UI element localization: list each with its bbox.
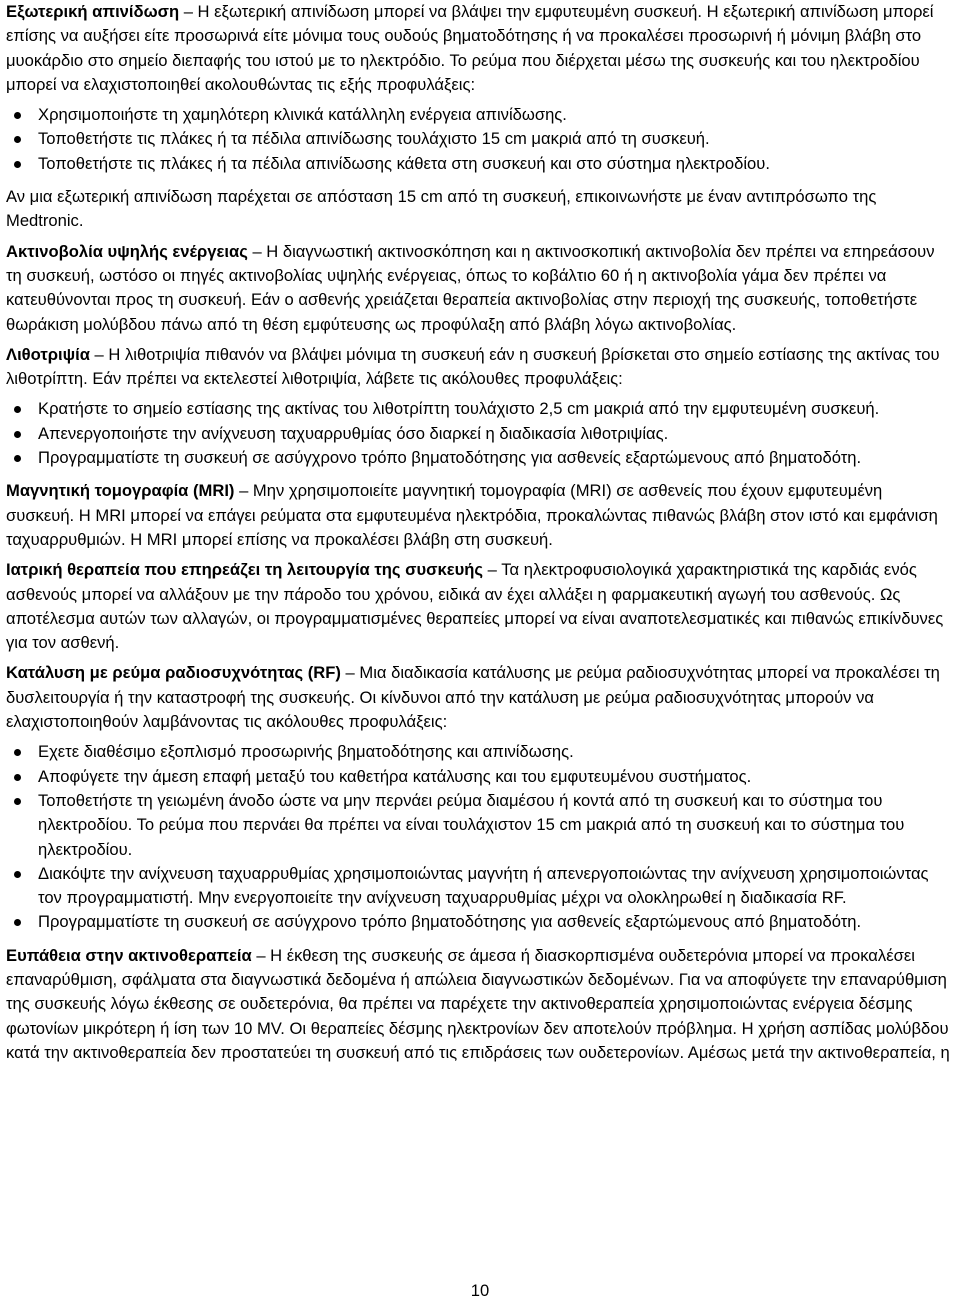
rf-ablation-heading: Κατάλυση με ρεύμα ραδιοσυχνότητας (RF) (6, 663, 341, 683)
list-item: Διακόψτε την ανίχνευση ταχυαρρυθμίας χρησιμοποιώντας μαγνήτη ή απενεργοποιώντας την ανίχνευση χρησιμοποιώντας τον προγραμματιστή. Μην ενεργοποιείτε την ανίχνευση ταχυαρρυθμίας μέχρι να ολοκληρωθεί η διαδικασία RF. (6, 862, 952, 911)
lithotripsy-paragraph (6, 343, 952, 392)
lithotripsy-text: – Η λιθοτριψία πιθανόν να βλάψει μόνιμα τη συσκευή εάν η συσκευή βρίσκεται στο σημείο εστίασης της ακτίνας του λιθοτρίπτη. Εάν πρέπει να εκτελεστεί λιθοτριψία, λάβετε τις ακόλουθες προφυλάξεις: (6, 344, 940, 389)
lithotripsy-list (6, 397, 952, 470)
list-item: Τοποθετήστε τις πλάκες ή τα πέδιλα απινίδωσης κάθετα στη συσκευή και στο σύστημα ηλεκτροδίου. (6, 152, 952, 176)
list-item: Προγραμματίστε τη συσκευή σε ασύγχρονο τρόπο βηματοδότησης για ασθενείς εξαρτώμενους από βηματοδότη. (6, 446, 952, 470)
mri-text: – Μην χρησιμοποιείτε μαγνητική τομογραφία (MRI) σε ασθενείς που έχουν εμφυτευμένη συσκευή. Η MRI μπορεί να επάγει ρεύματα στα εμφυτευμένα ηλεκτρόδια, προκαλώντας πιθανώς βλάβη στον ιστό και εμφάνιση ταχυαρρυθμιών. Η MRI μπορεί επίσης να προκαλέσει βλάβη στη συσκευή. (6, 481, 938, 549)
medical-therapy-text: – Τα ηλεκτροφυσιολογικά χαρακτηριστικά της καρδιάς ενός ασθενούς μπορεί να αλλάξουν με την πάροδο του χρόνου, ειδικά αν έχει αλλάξει η φαρμακευτική αγωγή του ασθενούς. Ως αποτέλεσμα αυτών των αλλαγών, οι προγραμματισμένες θεραπείες μπορεί να είναι αναποτελεσματικές και πιθανώς επικίνδυνες για τον ασθενή. (6, 560, 944, 653)
list-item: Προγραμματίστε τη συσκευή σε ασύγχρονο τρόπο βηματοδότησης για ασθενείς εξαρτώμενους από βηματοδότη. (6, 910, 952, 934)
external-defibrillation-paragraph (6, 0, 952, 97)
high-energy-radiation-heading: Ακτινοβολία υψηλής ενέργειας (6, 241, 248, 261)
radiotherapy-text: – Η έκθεση της συσκευής σε άμεσα ή διασκορπισμένα ουδετερόνια μπορεί να προκαλέσει επαναρύθμιση, σφάλματα στα διαγνωστικά δεδομένα ή απώλεια διαγνωστικών δεδομένων. Για να αποφύγετε την επαναρύθμιση της συσκευής λόγω έκθεσης σε ουδετερόνια, θα πρέπει να παρέχετε την ακτινοθεραπεία χρησιμοποιώντας ενέργεια δέσμης φωτονίων μικρότερη ή ίση των 10 MV. Οι θεραπείες δέσμης ηλεκτρονίων δεν αποτελούν πρόβλημα. Η χρήση ασπίδας μολύβδου κατά την ακτινοθεραπεία δεν προστατεύει τη συσκευή από τις επιδράσεις των ουδετερονίων. Αμέσως μετά την ακτινοθεραπεία, η (6, 945, 950, 1062)
mri-paragraph (6, 479, 952, 552)
rf-ablation-text: – Μια διαδικασία κατάλυσης με ρεύμα ραδιοσυχνότητας μπορεί να προκαλέσει τη δυσλειτουργία ή την καταστροφή της συσκευής. Οι κίνδυνοι από την κατάλυση με ρεύμα ραδιοσυχνότητας μπορούν να ελαχιστοποιηθούν λαμβάνοντας τις ακόλουθες προφυλάξεις: (6, 663, 940, 732)
list-item: Τοποθετήστε τη γειωμένη άνοδο ώστε να μην περνάει ρεύμα διαμέσου ή κοντά από τη συσκευή και το σύστημα του ηλεκτροδίου. Το ρεύμα που περνάει θα πρέπει να είναι τουλάχιστον 15 cm μακριά από τη συσκευή και το σύστημα του ηλεκτροδίου. (6, 789, 952, 862)
external-defibrillation-list (6, 103, 952, 176)
list-item: Τοποθετήστε τις πλάκες ή τα πέδιλα απινίδωσης τουλάχιστο 15 cm μακριά από τη συσκευή. (6, 127, 952, 151)
radiotherapy-heading: Ευπάθεια στην ακτινοθεραπεία (6, 945, 252, 965)
list-item: Εχετε διαθέσιμο εξοπλισμό προσωρινής βηματοδότησης και απινίδωσης. (6, 740, 952, 764)
rf-ablation-paragraph (6, 661, 952, 734)
medical-therapy-paragraph (6, 558, 952, 655)
list-item: Αποφύγετε την άμεση επαφή μεταξύ του καθετήρα κατάλυσης και του εμφυτευμένου συστήματος. (6, 765, 952, 789)
external-defibrillation-heading: Εξωτερική απινίδωση (6, 2, 180, 21)
external-defibrillation-followup: Αν μια εξωτερική απινίδωση παρέχεται σε απόσταση 15 cm από τη συσκευή, επικοινωνήστε με έναν αντιπρόσωπο της Medtronic. (6, 187, 877, 231)
lithotripsy-heading: Λιθοτριψία (6, 344, 90, 364)
mri-heading: Μαγνητική τομογραφία (MRI) (6, 481, 235, 501)
medical-therapy-heading: Ιατρική θεραπεία που επηρεάζει τη λειτουργία της συσκευής (6, 560, 484, 580)
external-defibrillation-text: – Η εξωτερική απινίδωση μπορεί να βλάψει την εμφυτευμένη συσκευή. Η εξωτερική απινίδωση μπορεί επίσης να αυξήσει είτε προσωρινά είτε μόνιμα τους ουδούς βηματοδότησης ή να προκαλέσει προσωρινή ή μόνιμη βλάβη στο μυοκάρδιο στο σημείο διεπαφής του ιστού με το ηλεκτρόδιο. Το ρεύμα που διέρχεται μέσω της συσκευής και του ηλεκτροδίου μπορεί να ελαχιστοποιηθεί ακολουθώντας τις εξής προφυλάξεις: (6, 2, 934, 94)
high-energy-radiation-paragraph (6, 240, 952, 337)
list-item: Χρησιμοποιήστε τη χαμηλότερη κλινικά κατάλληλη ενέργεια απινίδωσης. (6, 103, 952, 127)
rf-ablation-list (6, 740, 952, 934)
list-item: Κρατήστε το σημείο εστίασης της ακτίνας του λιθοτρίπτη τουλάχιστο 2,5 cm μακριά από την εμφυτευμένη συσκευή. (6, 397, 952, 421)
high-energy-radiation-text: – Η διαγνωστική ακτινοσκόπηση και η ακτινοσκοπική ακτινοβολία δεν πρέπει να επηρεάσουν τη συσκευή, ωστόσο οι πηγές ακτινοβολίας υψηλής ενέργειας, όπως το κοβάλτιο 60 ή η ακτινοβολία γάμα δεν πρέπει να κατευθύνονται προς τη συσκευή. Εάν ο ασθενής χρειάζεται θεραπεία ακτινοβολίας στην περιοχή της συσκευής, τοποθετήστε θωράκιση μολύβδου πάνω από τη θέση εμφύτευσης ως προφύλαξη από βλάβη λόγω ακτινοβολίας. (6, 241, 935, 334)
radiotherapy-paragraph (6, 944, 952, 1065)
document-page (6, 0, 952, 1071)
list-item: Απενεργοποιήστε την ανίχνευση ταχυαρρυθμίας όσο διαρκεί η διαδικασία λιθοτριψίας. (6, 422, 952, 446)
page-number: 10 (470, 1281, 490, 1300)
